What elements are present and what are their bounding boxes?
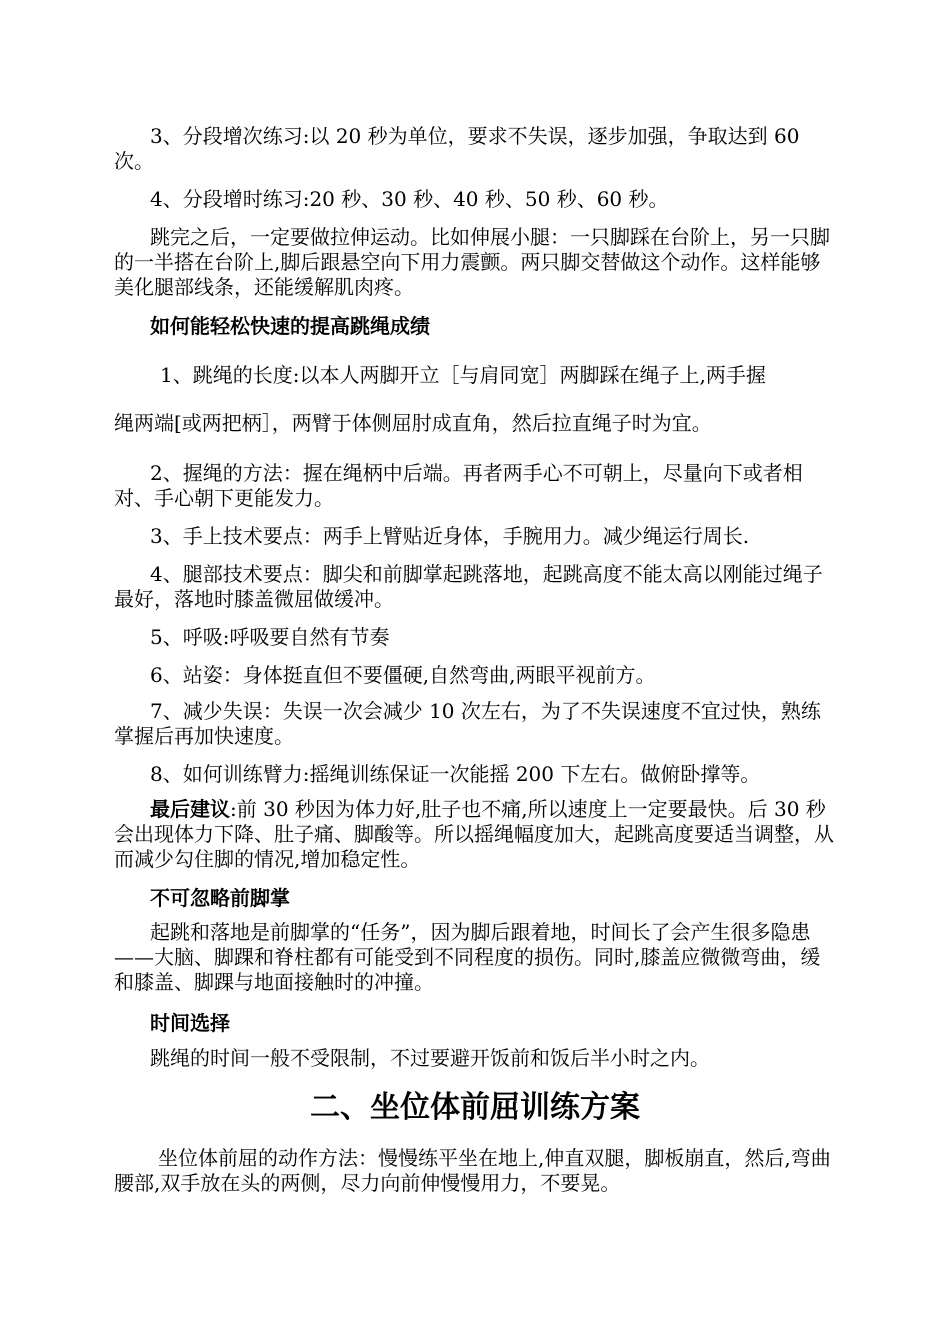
paragraph-tip8-arm: 8、如何训练臂力:摇绳训练保证一次能摇 200 下左右。做俯卧撑等。 (150, 762, 761, 786)
paragraph-tip4-legs: 4、腿部技术要点：脚尖和前脚掌起跳落地，起跳高度不能太高以刚能过绳子最好，落地时膝盖微屈做缓冲。 (114, 562, 823, 611)
paragraph-tip6-stance: 6、站姿：身体挺直但不要僵硬,自然弯曲,两眼平视前方。 (150, 663, 656, 687)
paragraph-tip1-line1: 1、跳绳的长度:以本人两脚开立［与肩同宽］两脚踩在绳子上,两手握 (160, 363, 766, 387)
heading-forefoot: 不可忽略前脚掌 (150, 886, 290, 910)
paragraph-stretch: 跳完之后，一定要做拉伸运动。比如伸展小腿：一只脚踩在台阶上，另一只脚的一半搭在台阶上,脚后跟悬空向下用力震颤。两只脚交替做这个动作。这样能够美化腿部线条，还能缓解肌肉疼。 (114, 225, 830, 299)
paragraph-time-choice: 跳绳的时间一般不受限制，不过要避开饭前和饭后半小时之内。 (150, 1046, 710, 1070)
paragraph-tip7-mistakes: 7、减少失误：失误一次会减少 10 次左右，为了不失误速度不宜过快，熟练掌握后再加快速度。 (114, 699, 821, 748)
paragraph-forefoot: 起跳和落地是前脚掌的“任务”，因为脚后跟着地，时间长了会产生很多隐患——大脑、脚踝和脊柱都有可能受到不同程度的损伤。同时,膝盖应微微弯曲，缓和膝盖、脚踝与地面接触时的冲撞。 (114, 920, 821, 994)
final-advice-text: :前 30 秒因为体力好,肚子也不痛,所以速度上一定要最快。后 30 秒会出现体力下降、肚子痛、脚酸等。所以摇绳幅度加大，起跳高度要适当调整，从而减少勾住脚的情况,增加稳定性。 (114, 797, 834, 871)
paragraph-tip2-grip: 2、握绳的方法：握在绳柄中后端。再者两手心不可朝上，尽量向下或者相对、手心朝下更能发力。 (114, 461, 803, 510)
heading-time-choice: 时间选择 (150, 1011, 230, 1035)
section-title-sit-reach: 二、坐位体前屈训练方案 (310, 1090, 640, 1125)
paragraph-sit-reach-method: 坐位体前屈的动作方法：慢慢练平坐在地上,伸直双腿，脚板崩直，然后,弯曲腰部,双手放在头的两侧，尽力向前伸慢慢用力，不要晃。 (114, 1146, 831, 1195)
heading-improve-score: 如何能轻松快速的提高跳绳成绩 (150, 314, 430, 338)
paragraph-tip3-hands: 3、手上技术要点：两手上臂贴近身体，手腕用力。减少绳运行周长. (150, 524, 750, 548)
paragraph-tip5-breathing: 5、呼吸:呼吸要自然有节奏 (150, 625, 390, 649)
final-advice-label: 最后建议 (150, 797, 230, 821)
paragraph-segment-time: 4、分段增时练习:20 秒、30 秒、40 秒、50 秒、60 秒。 (150, 187, 669, 211)
paragraph-tip1-line2: 绳两端[或两把柄］，两臂于体侧屈肘成直角，然后拉直绳子时为宜。 (114, 411, 712, 435)
paragraph-segment-count: 3、分段增次练习:以 20 秒为单位，要求不失误，逐步加强，争取达到 60 次。 (114, 124, 800, 173)
paragraph-final-advice (114, 797, 838, 872)
